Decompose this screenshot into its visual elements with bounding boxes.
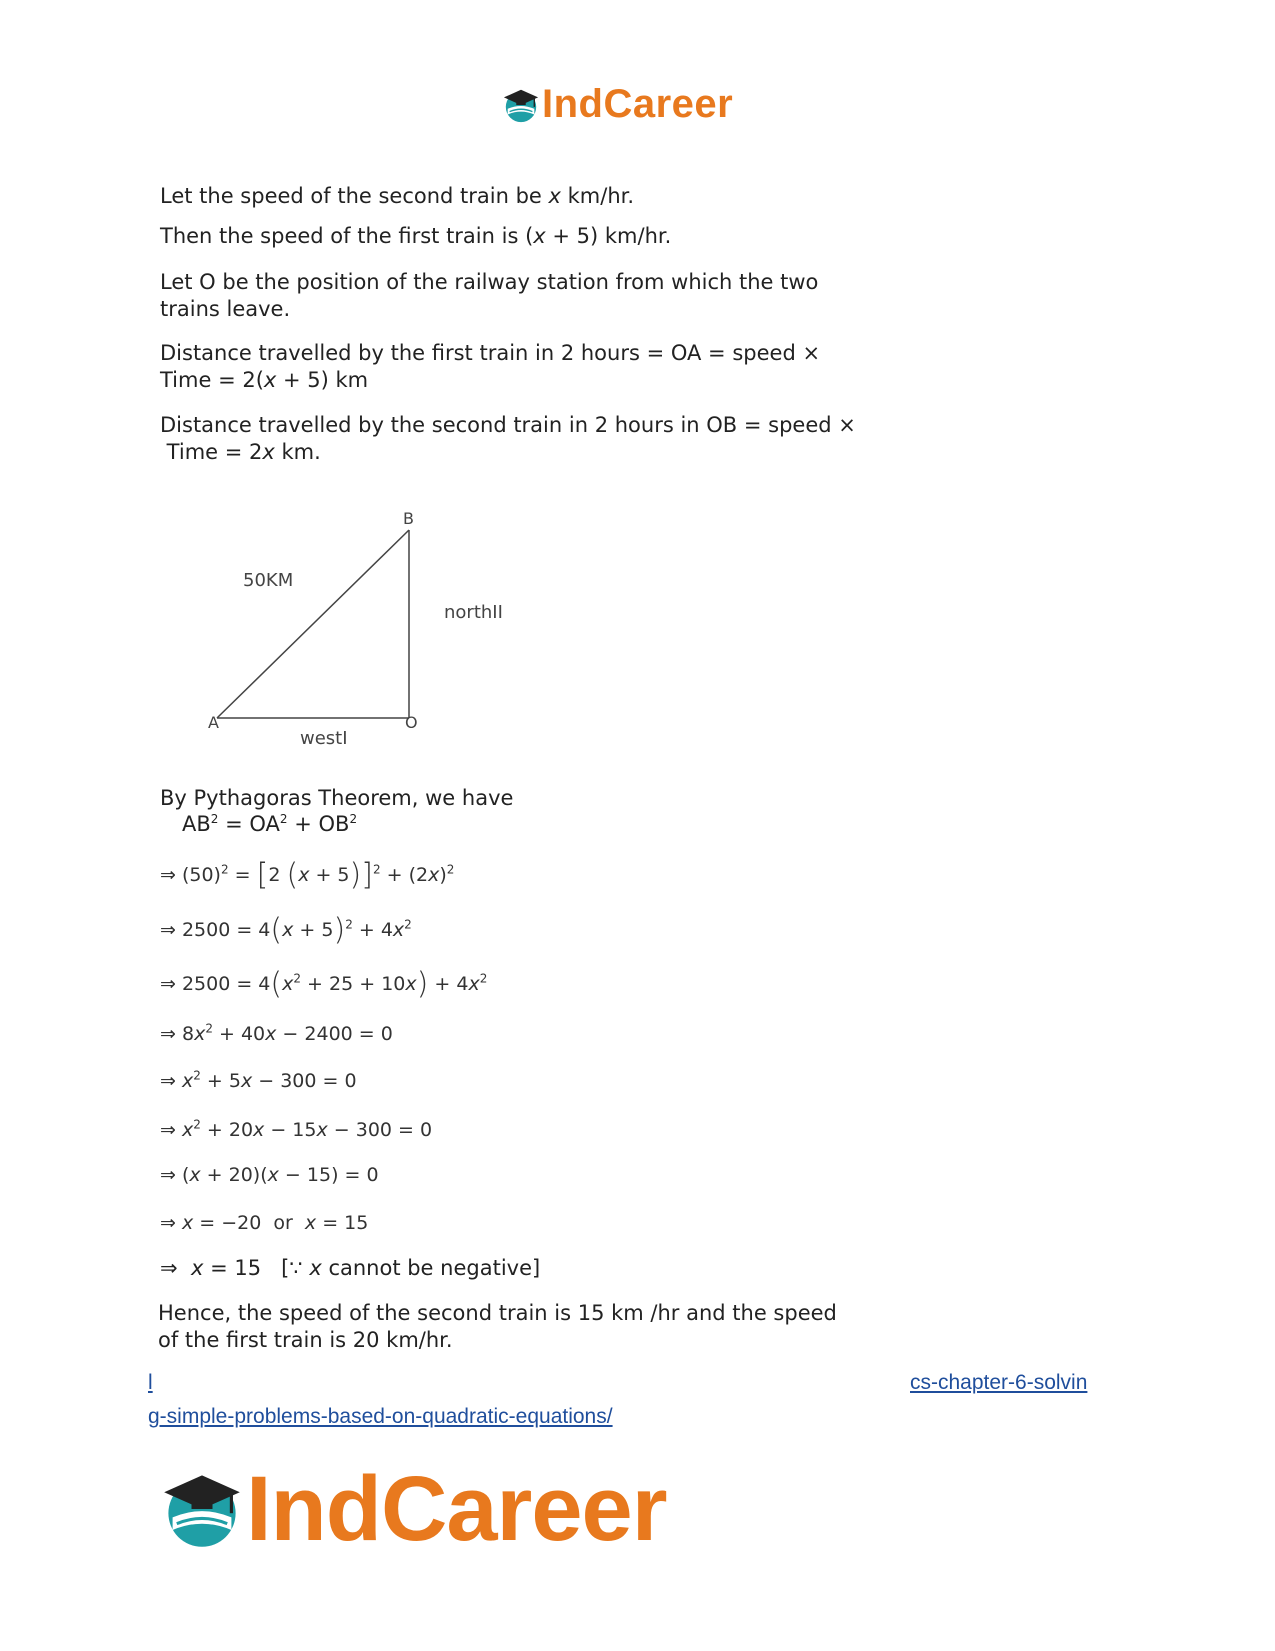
paragraph-speed-first: Then the speed of the first train is (x + 5) km/hr. <box>160 224 672 248</box>
conclusion: Hence, the speed of the second train is 15 km /hr and the speed of the first train is 20 km/hr. <box>158 1301 837 1352</box>
step-5: ⇒ $x^2 + 5x - 300 = 0$ <box>160 1068 357 1092</box>
point-o-label: O <box>405 713 418 732</box>
proof-intro: By Pythagoras Theorem, we have <box>160 786 514 810</box>
footer-link-fragment-left[interactable]: l <box>148 1371 153 1394</box>
header-logo <box>502 82 733 127</box>
step-7: ⇒ (x + 20)(x − 15) = 0 <box>160 1164 379 1186</box>
step-4: ⇒ $8x^2 + 40x - 2400 = 0$ <box>160 1021 393 1045</box>
hypotenuse-label: 50KM <box>243 570 294 591</box>
brand-name: IndCareer <box>542 82 734 126</box>
graduation-cap-book-icon <box>160 1467 244 1551</box>
pythagoras-equation: $AB^2 = OA^2 + OB^2$ <box>182 812 358 836</box>
paragraph-distance-second: Distance travelled by the second train in 2 hours in OB = speed × Time = 2x km. <box>160 413 856 464</box>
hypotenuse-ab <box>217 530 409 718</box>
point-a-label: A <box>208 713 219 732</box>
footer-link-line2[interactable]: g-simple-problems-based-on-quadratic-equations/ <box>148 1405 613 1428</box>
point-b-label: B <box>403 509 414 528</box>
footer-link-fragment-right[interactable]: cs-chapter-6-solvin <box>910 1371 1088 1394</box>
step-3: ⇒ $2500 = 4(x^2 + 25 + 10x) + 4x^2$ <box>160 966 488 1002</box>
horizontal-side-label: westI <box>300 728 348 749</box>
footer-logo <box>160 1458 667 1560</box>
paragraph-speed-second: Let the speed of the second train be x km/hr. <box>160 184 635 208</box>
triangle-diagram <box>200 500 520 750</box>
step-1: ⇒ $(50)^2 = [2$ $(x + 5)]^2 + (2x)^2$ <box>160 857 455 893</box>
step-2: ⇒ $2500 = 4(x + 5)^2 + 4x^2$ <box>160 912 412 948</box>
paragraph-station: Let O be the position of the railway station from which the two trains leave. <box>160 270 819 321</box>
step-8: ⇒ x = −20 or x = 15 <box>160 1212 369 1234</box>
step-9: ⇒ x = 15 [∵ x cannot be negative] <box>160 1256 541 1280</box>
brand-name-large: IndCareer <box>246 1458 667 1560</box>
step-6: ⇒ $x^2 + 20x - 15x - 300 = 0$ <box>160 1117 433 1141</box>
graduation-cap-book-icon <box>502 86 540 124</box>
paragraph-distance-first: Distance travelled by the first train in 2 hours = OA = speed × Time = 2(x + 5) km <box>160 341 821 392</box>
vertical-side-label: northII <box>444 602 503 623</box>
